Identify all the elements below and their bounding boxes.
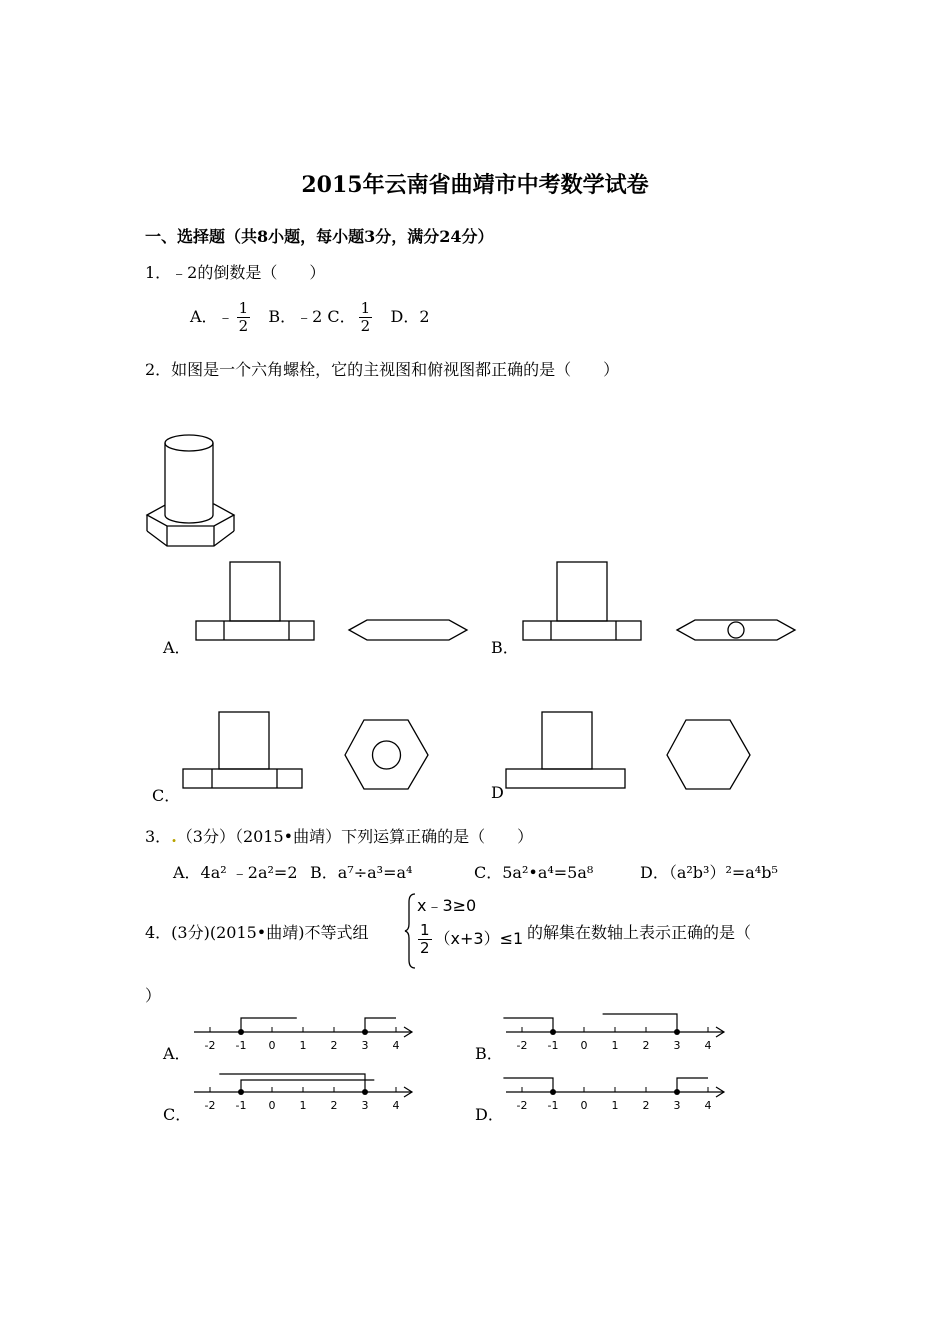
nl-c-tick-label: 1	[299, 1099, 307, 1112]
q3-dot-mark: .	[171, 827, 177, 846]
q4-option-c-number-line	[190, 1070, 420, 1120]
question-1-stem: 1．﹣2的倒数是（ ）	[145, 263, 326, 282]
q2-option-d-front-view	[505, 710, 630, 795]
question-4-stem-post: 的解集在数轴上表示正确的是（	[527, 923, 752, 942]
nl-d-point	[550, 1089, 556, 1095]
q2-option-b-top-view	[673, 615, 803, 650]
q1-option-d: D．2	[390, 307, 430, 326]
question-4-stem-pre: 4．(3分)(2015•曲靖)不等式组	[145, 923, 369, 942]
nl-b-solution-ray	[603, 1014, 677, 1032]
q1-option-a-fraction	[237, 300, 251, 335]
nl-a-tick-label: 3	[361, 1039, 369, 1052]
nl-c-tick-label: 3	[361, 1099, 369, 1112]
q4-inequality-2	[415, 922, 523, 957]
nl-d-solution-ray	[677, 1078, 708, 1092]
nl-d-solution-ray	[503, 1078, 553, 1092]
q1-option-b: B．﹣2	[268, 307, 323, 326]
nl-d-tick-label: 4	[704, 1099, 712, 1112]
q2-option-b-label: B．	[491, 638, 519, 657]
nl-a-tick-label: 1	[299, 1039, 307, 1052]
q4-option-b-label: B．	[475, 1044, 503, 1063]
q4-inequality-1: x﹣3≥0	[417, 896, 477, 915]
nl-d-point	[674, 1089, 680, 1095]
nl-d-tick-label: 0	[580, 1099, 588, 1112]
nl-c-solution-ray	[241, 1080, 374, 1092]
q3-stem-text: （3分）（2015•曲靖）下列运算正确的是（ ）	[176, 827, 534, 846]
nl-d-tick-label: -1	[547, 1099, 559, 1112]
nl-a-solution-ray	[241, 1018, 297, 1032]
q4-ineq2-denominator: 2	[420, 939, 430, 957]
nl-a-tick-label: 4	[392, 1039, 400, 1052]
nl-a-tick-label: 0	[268, 1039, 276, 1052]
q2-option-a-top-view	[345, 615, 475, 650]
q1-a-denominator: 2	[238, 317, 249, 335]
nl-b-point	[674, 1029, 680, 1035]
q3-option-b: B．a⁷÷a³=a⁴	[310, 863, 413, 882]
q3-option-d: D．（a²b³）²=a⁴b⁵	[640, 863, 778, 882]
question-1-options	[190, 300, 430, 335]
question-4-stem-end: ）	[145, 986, 162, 1005]
q4-option-d-number-line	[502, 1070, 732, 1120]
question-3-stem	[145, 824, 533, 847]
nl-a-tick-label: -1	[235, 1039, 247, 1052]
nl-d-tick-label: 2	[642, 1099, 650, 1112]
nl-b-point	[550, 1029, 556, 1035]
q2-option-d-top-view	[662, 715, 762, 795]
q4-option-a-number-line	[190, 1010, 420, 1060]
nl-c-tick-label: -2	[204, 1099, 216, 1112]
nl-c-tick-label: 4	[392, 1099, 400, 1112]
nl-a-solution-ray	[365, 1018, 396, 1032]
section-heading: 一、选择题（共8小题，每小题3分，满分24分）	[145, 227, 494, 246]
nl-d-tick-label: 3	[673, 1099, 681, 1112]
q1-option-a-label: A．﹣	[190, 307, 234, 326]
q4-ineq2-numerator: 1	[420, 921, 430, 939]
q2-option-c-front-view	[182, 710, 307, 795]
q1-c-numerator: 1	[360, 299, 371, 317]
nl-d-tick-label: -2	[516, 1099, 528, 1112]
q4-option-c-label: C．	[163, 1105, 192, 1124]
nl-c-point	[362, 1089, 368, 1095]
nl-b-tick-label: -2	[516, 1039, 528, 1052]
nl-c-tick-label: 0	[268, 1099, 276, 1112]
q3-option-a: A．4a² ﹣2a²=2	[173, 863, 298, 882]
q4-option-a-label: A．	[163, 1044, 191, 1063]
question-2-stem: 2．如图是一个六角螺栓，它的主视图和俯视图都正确的是（ ）	[145, 360, 620, 379]
nl-a-point	[238, 1029, 244, 1035]
q2-option-d-label: D	[491, 783, 504, 802]
q3-option-c: C．5a²•a⁴=5a⁸	[474, 863, 594, 882]
q1-a-numerator: 1	[238, 299, 249, 317]
nl-c-tick-label: 2	[330, 1099, 338, 1112]
q3-number: 3．	[145, 827, 172, 846]
nl-a-tick-label: 2	[330, 1039, 338, 1052]
nl-b-tick-label: 0	[580, 1039, 588, 1052]
q1-c-denominator: 2	[360, 317, 371, 335]
nl-b-tick-label: -1	[547, 1039, 559, 1052]
page-title: 2015年云南省曲靖市中考数学试卷	[301, 172, 649, 198]
q2-option-c-label: C．	[152, 786, 181, 805]
nl-b-tick-label: 1	[611, 1039, 619, 1052]
nl-b-tick-label: 2	[642, 1039, 650, 1052]
q4-ineq2-rest: （x+3）≤1	[434, 929, 524, 948]
q1-option-c-fraction	[359, 300, 373, 335]
q2-option-b-front-view	[522, 560, 647, 645]
nl-c-point	[238, 1089, 244, 1095]
nl-a-point	[362, 1029, 368, 1035]
q2-option-c-top-view	[340, 715, 440, 795]
nl-b-tick-label: 3	[673, 1039, 681, 1052]
q4-option-d-label: D．	[475, 1105, 504, 1124]
q4-option-b-number-line	[502, 1010, 732, 1060]
hex-bolt-figure	[140, 425, 240, 555]
q4-ineq2-fraction	[418, 922, 432, 957]
q2-option-a-label: A．	[163, 638, 191, 657]
q1-option-c-label: C．	[327, 307, 356, 326]
nl-b-solution-ray	[503, 1018, 553, 1032]
nl-a-tick-label: -2	[204, 1039, 216, 1052]
nl-c-tick-label: -1	[235, 1099, 247, 1112]
nl-b-tick-label: 4	[704, 1039, 712, 1052]
nl-d-tick-label: 1	[611, 1099, 619, 1112]
q2-option-a-front-view	[195, 560, 320, 645]
